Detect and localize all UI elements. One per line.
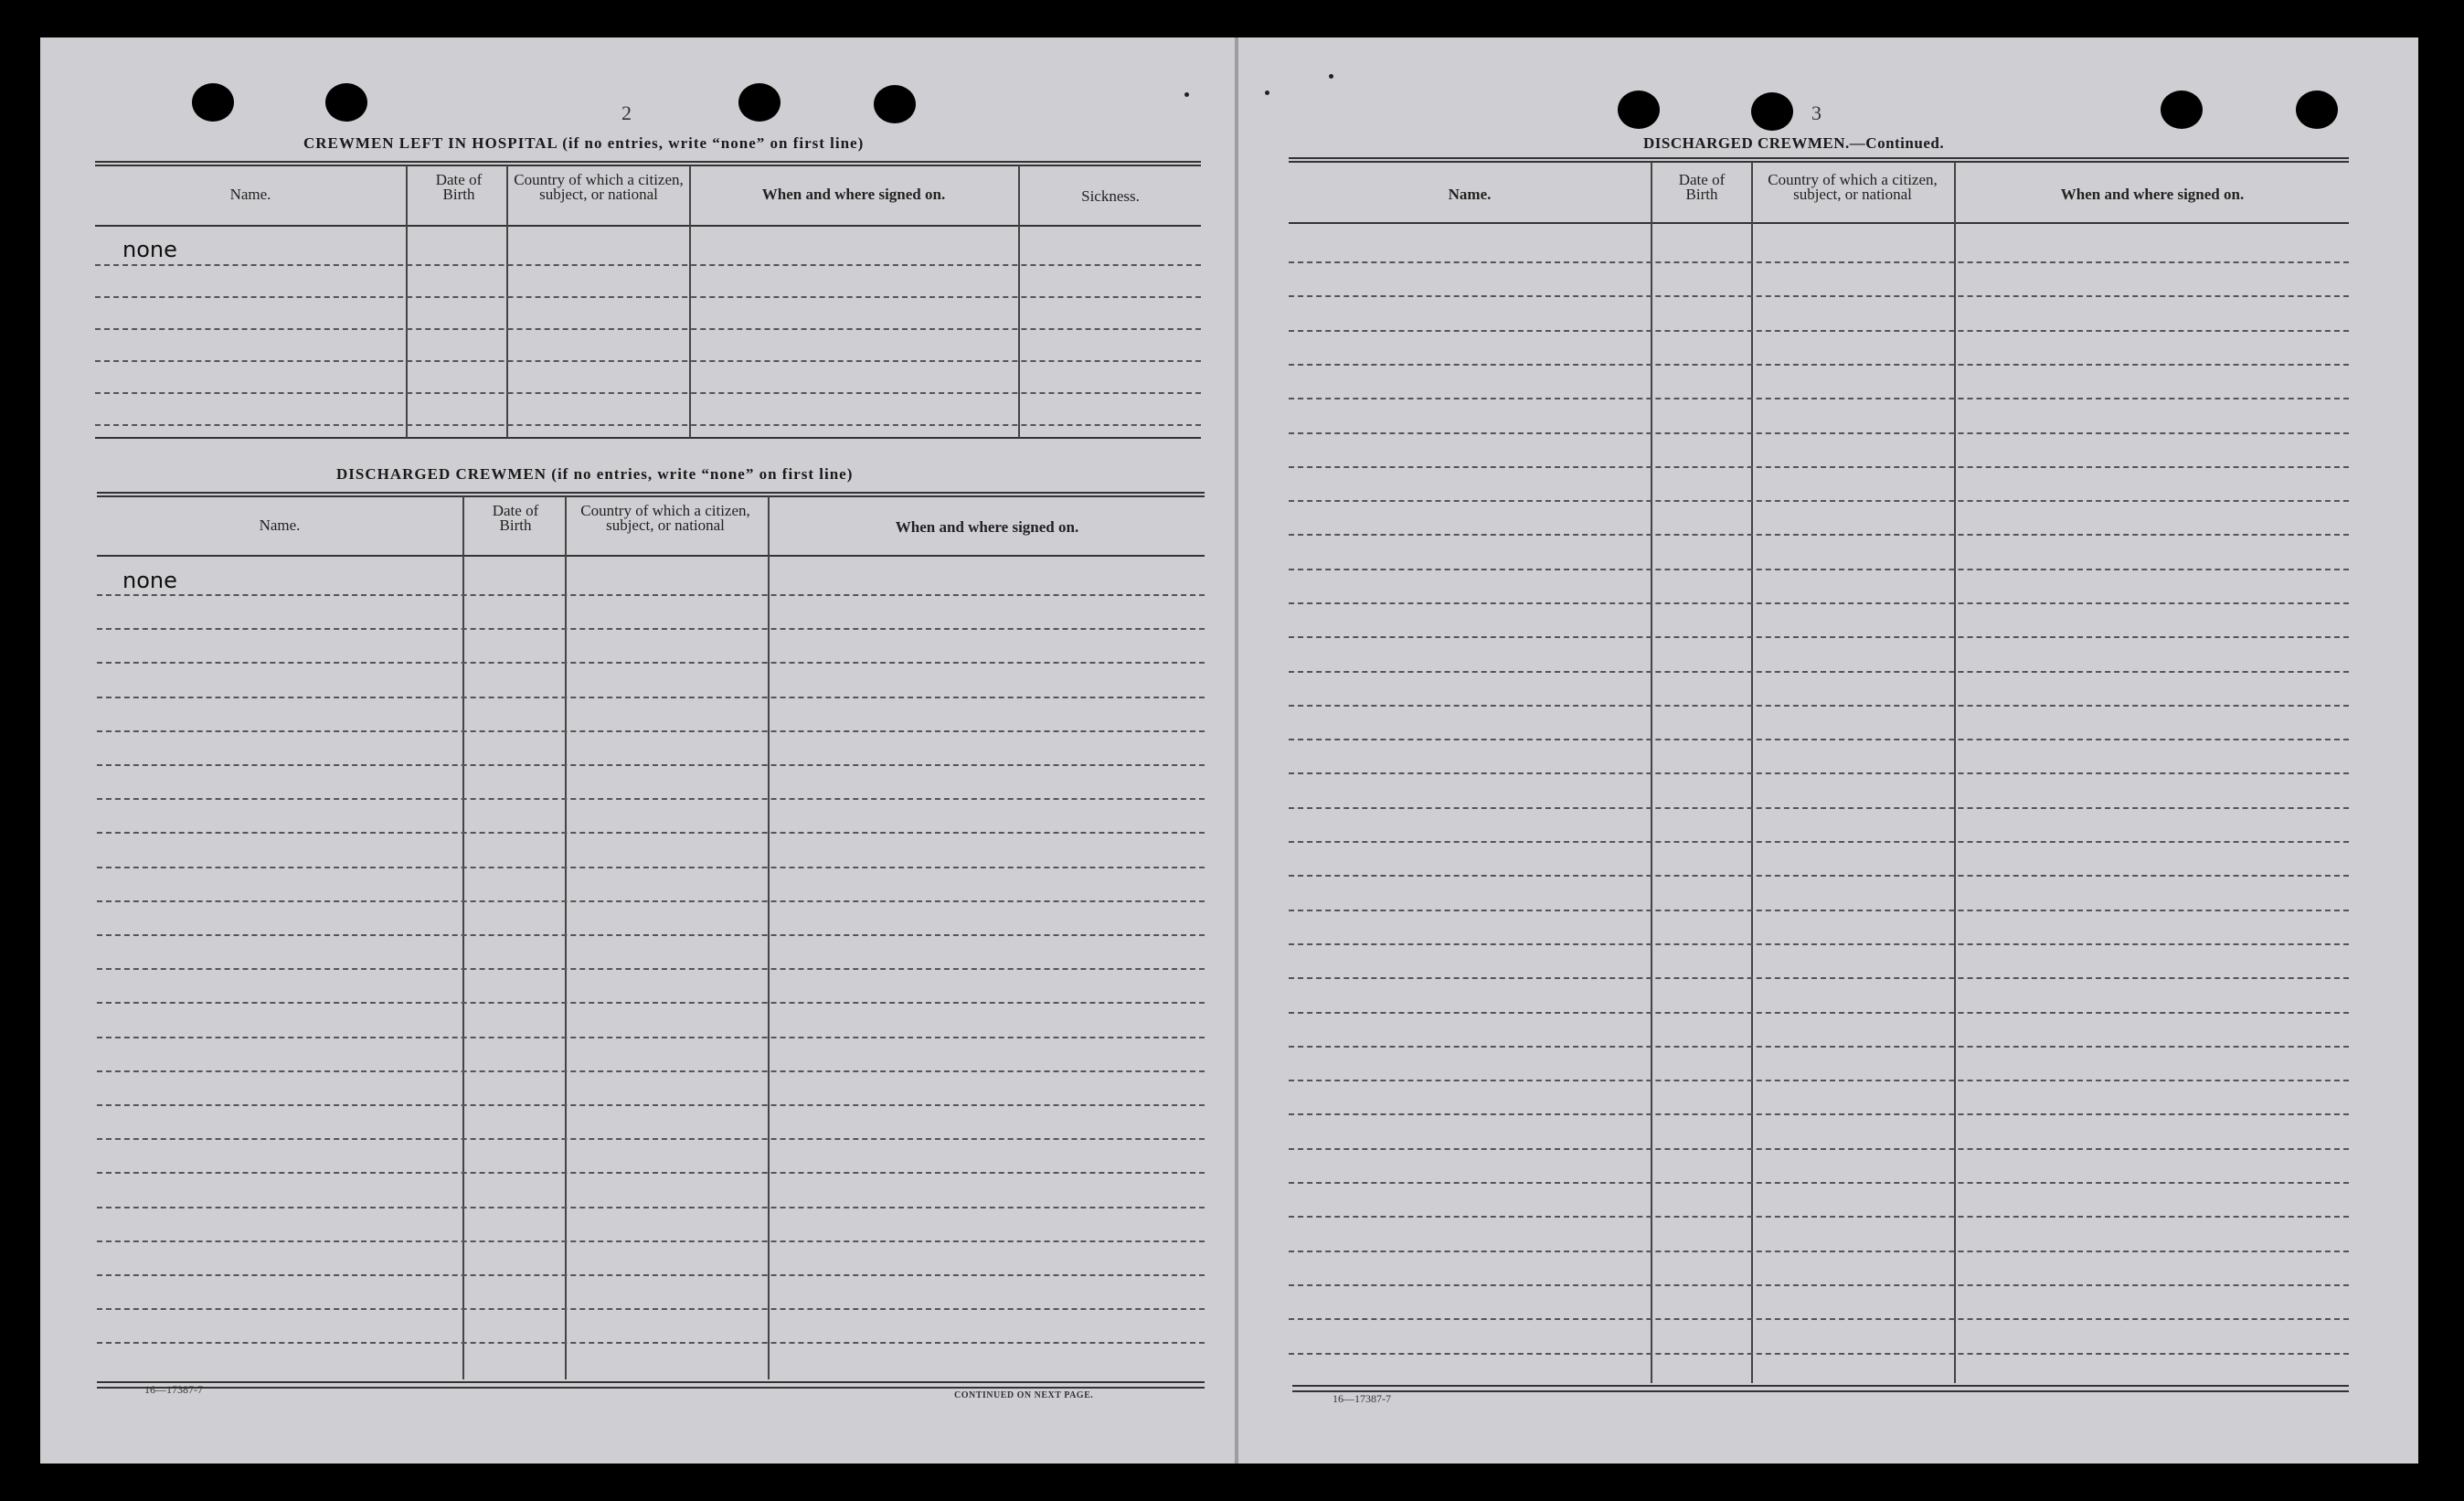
dotted-line [97, 832, 1205, 834]
paper-speck [1329, 74, 1333, 79]
column-header-name: Name. [259, 516, 301, 534]
dotted-line [1289, 432, 2349, 434]
rule [1292, 1390, 2349, 1392]
dotted-line [1289, 602, 2349, 604]
dotted-line [97, 1037, 1205, 1038]
column-header-signed-on: When and where signed on. [2060, 186, 2245, 203]
dotted-line [1289, 500, 2349, 502]
dotted-line [1289, 636, 2349, 638]
page-number: 3 [1811, 101, 1821, 124]
dotted-line [1289, 364, 2349, 366]
page-gutter [1235, 37, 1238, 1464]
dotted-line [1289, 1284, 2349, 1286]
punch-hole [874, 85, 916, 123]
dotted-line [1289, 1251, 2349, 1252]
dotted-line [1289, 671, 2349, 673]
dotted-line [97, 867, 1205, 868]
form-number: 16—17387-7 [1333, 1392, 1391, 1405]
entry-none: none [122, 237, 177, 262]
punch-hole [1618, 90, 1660, 129]
dotted-line [97, 662, 1205, 664]
dotted-line [1289, 261, 2349, 263]
dotted-line [1289, 1113, 2349, 1115]
dotted-line [97, 764, 1205, 766]
dotted-line [97, 934, 1205, 936]
dotted-line [1289, 739, 2349, 740]
dotted-line [1289, 1216, 2349, 1218]
rule [97, 555, 1205, 557]
dotted-line [1289, 569, 2349, 570]
rule [97, 492, 1205, 497]
column-header-name: Name. [229, 186, 271, 203]
column-header-date-of-birth: Date of Birth [492, 502, 539, 534]
column-header-sickness: Sickness. [1081, 187, 1140, 205]
punch-hole [2161, 90, 2203, 129]
dotted-line [1289, 1148, 2349, 1150]
punch-hole [738, 83, 781, 122]
punch-hole [192, 83, 234, 122]
column-divider [689, 165, 691, 438]
column-divider [406, 165, 408, 438]
dotted-line [95, 424, 1201, 426]
column-header-signed-on: When and where signed on. [761, 186, 946, 203]
dotted-line [1289, 841, 2349, 843]
column-header-signed-on: When and where signed on. [895, 518, 1079, 536]
paper-speck [1265, 90, 1269, 95]
dotted-line [1289, 330, 2349, 332]
dotted-line [97, 1104, 1205, 1106]
dotted-line [97, 697, 1205, 698]
rule [1292, 1385, 2349, 1387]
dotted-line [97, 594, 1205, 596]
dotted-line [95, 328, 1201, 330]
punch-hole [2296, 90, 2338, 129]
dotted-line [1289, 295, 2349, 297]
column-header-date-of-birth: Date of Birth [1678, 171, 1726, 203]
rule [1289, 157, 2349, 163]
continued-note: CONTINUED ON NEXT PAGE. [954, 1390, 1094, 1400]
dotted-line [97, 1070, 1205, 1072]
punch-hole [325, 83, 367, 122]
dotted-line [1289, 875, 2349, 877]
dotted-line [1289, 807, 2349, 809]
dotted-line [97, 1172, 1205, 1174]
dotted-line [1289, 398, 2349, 399]
dotted-line [97, 900, 1205, 902]
rule [1289, 222, 2349, 224]
rule [95, 161, 1201, 166]
dotted-line [97, 1240, 1205, 1242]
page-number: 2 [621, 101, 632, 124]
entry-none: none [122, 568, 177, 593]
dotted-line [1289, 1080, 2349, 1081]
dotted-line [97, 1342, 1205, 1344]
dotted-line [1289, 466, 2349, 468]
form-number: 16—17387-7 [144, 1383, 203, 1396]
dotted-line [97, 628, 1205, 630]
rule [97, 1387, 1205, 1389]
rule [95, 225, 1201, 227]
column-header-date-of-birth: Date of Birth [435, 171, 483, 203]
document-sheet [40, 37, 2418, 1464]
rule [95, 437, 1201, 439]
dotted-line [1289, 910, 2349, 911]
dotted-line [1289, 977, 2349, 979]
dotted-line [1289, 1182, 2349, 1184]
column-header-country: Country of which a citizen, subject, or national [1768, 171, 1938, 203]
dotted-line [97, 968, 1205, 970]
dotted-line [95, 392, 1201, 394]
column-divider [506, 165, 508, 438]
column-header-name: Name. [1448, 186, 1492, 203]
dotted-line [95, 360, 1201, 362]
dotted-line [1289, 1046, 2349, 1048]
dotted-line [97, 730, 1205, 732]
dotted-line [97, 798, 1205, 800]
dotted-line [1289, 1353, 2349, 1355]
section-title-discharged: DISCHARGED CREWMEN (if no entries, write “none” on first line) [336, 465, 854, 483]
paper-speck [1184, 92, 1189, 97]
dotted-line [97, 1274, 1205, 1276]
dotted-line [1289, 1012, 2349, 1014]
column-header-country: Country of which a citizen, subject, or national [514, 171, 684, 203]
rule [97, 1381, 1205, 1383]
dotted-line [95, 264, 1201, 266]
dotted-line [97, 1308, 1205, 1310]
dotted-line [1289, 772, 2349, 774]
dotted-line [1289, 705, 2349, 707]
dotted-line [1289, 1318, 2349, 1320]
punch-hole [1751, 92, 1793, 131]
dotted-line [97, 1138, 1205, 1140]
dotted-line [1289, 534, 2349, 536]
column-header-country: Country of which a citizen, subject, or national [580, 502, 750, 534]
dotted-line [97, 1002, 1205, 1004]
column-divider [1018, 165, 1020, 438]
section-title-hospital: CREWMEN LEFT IN HOSPITAL (if no entries, write “none” on first line) [303, 134, 865, 152]
dotted-line [95, 296, 1201, 298]
dotted-line [1289, 943, 2349, 945]
section-title-discharged-continued: DISCHARGED CREWMEN.—Continued. [1643, 134, 1945, 152]
dotted-line [97, 1207, 1205, 1208]
